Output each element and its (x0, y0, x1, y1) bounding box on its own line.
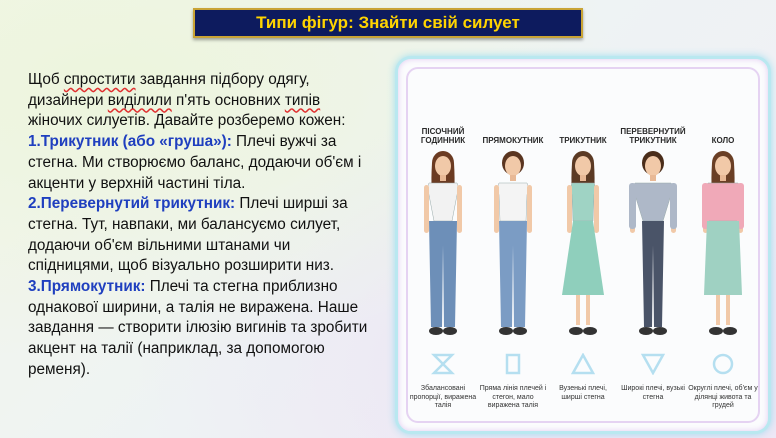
item-heading: 3.Прямокутник: (28, 278, 146, 296)
item-inverted-triangle (28, 194, 378, 277)
figure-label: КОЛО (711, 136, 735, 145)
figure-description: Широкі плечі, вузькі стегна (621, 385, 685, 401)
triangle-shape-icon (571, 353, 595, 375)
figure-description: Округлі плечі, об'єм у ділянці живота та грудей (688, 385, 758, 409)
figure-inverted-triangle (620, 125, 686, 350)
figure-description: Пряма лінія плечей і стегон, мало виражена талія (479, 385, 547, 409)
figure-label: ТРИКУТНИК (559, 136, 607, 145)
item-heading: 1.Трикутник (або «груша»): (28, 133, 232, 151)
figure-rectangle (480, 125, 546, 350)
rectangle-shape-icon (501, 353, 525, 375)
slide-title: Типи фігур: Знайти свій силует (256, 13, 520, 32)
figure-illustration (550, 145, 616, 345)
figure-illustration (690, 145, 756, 345)
figure-illustration (410, 145, 476, 345)
item-triangle (28, 132, 378, 194)
inverted-triangle-shape-icon (641, 353, 665, 375)
circle-shape-icon (711, 353, 735, 375)
hourglass-shape-icon (431, 353, 455, 375)
figure-hourglass (410, 125, 476, 350)
body-shapes-illustration[interactable] (395, 56, 771, 434)
item-text: Плечі та стегна приблизно однакової ширини, а талія не виражена. Наше завдання — створити ілюзію вигинів та зробити акцент на талії (наприклад, за допомогою ременя). (28, 278, 368, 378)
item-rectangle (28, 277, 378, 381)
figure-circle (690, 125, 756, 350)
figure-description: Вузенькі плечі, ширші стегна (559, 385, 607, 401)
item-text: Плечі ширші за стегна. Тут, навпаки, ми балансуємо силует, додаючи об'єм вільними штанами чи спідницями, щоб візуально розширити низ. (28, 195, 348, 275)
figure-description: Збалансовані пропорції, виражена талія (409, 385, 477, 409)
slide-title-bar (193, 8, 583, 38)
intro-paragraph: Щоб спростити завдання підбору одягу, дизайнери виділили п'ять основних типів жіночих силуетів. Давайте розберемо кожен: (28, 71, 346, 130)
figure-label: ПІСОЧНИЙ ГОДИННИК (420, 127, 466, 145)
figure-illustration (620, 145, 686, 345)
figure-label: ПРЯМОКУТНИК (482, 136, 544, 145)
figure-illustration (480, 145, 546, 345)
item-text: Плечі вужчі за стегна. Ми створюємо баланс, додаючи об'єм і акценти у верхній частині тіла. (28, 133, 362, 192)
figure-label: ПЕРЕВЕРНУТИЙ ТРИКУТНИК (620, 127, 686, 145)
item-heading: 2.Перевернутий трикутник: (28, 195, 236, 213)
figure-triangle (550, 125, 616, 350)
body-text-box[interactable] (28, 70, 378, 381)
